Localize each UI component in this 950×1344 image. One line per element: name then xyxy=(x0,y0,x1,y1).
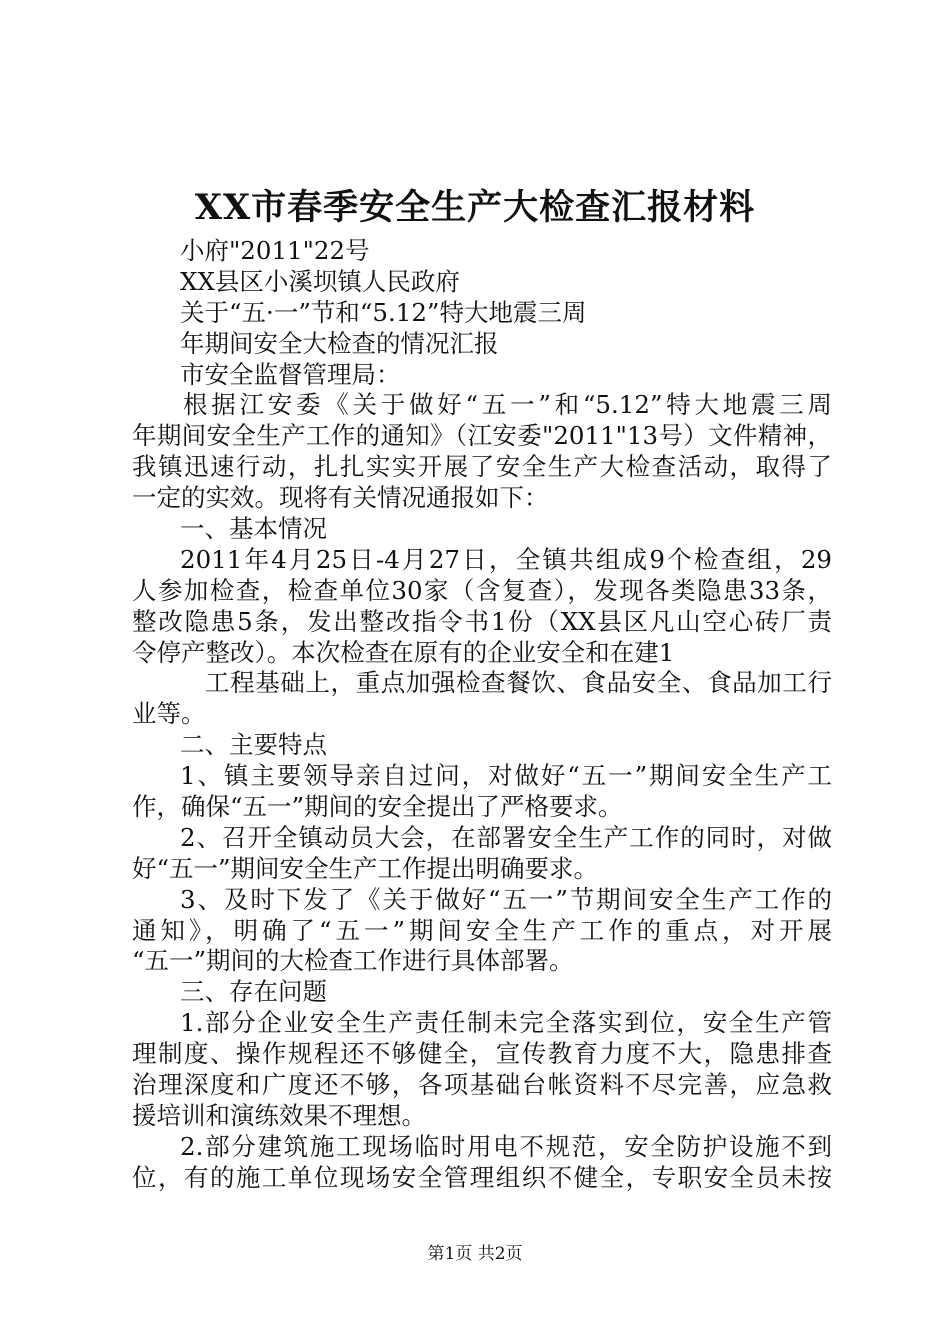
doc-line: 位，有的施工单位现场安全管理组织不健全，专职安全员未按 xyxy=(132,1162,832,1192)
doc-line: 三、存在问题 xyxy=(180,977,327,1007)
doc-line: 好“五一”期间安全生产工作提出明确要求。 xyxy=(132,853,599,883)
doc-line: 3、及时下发了《关于做好“五一”节期间安全生产工作的 xyxy=(180,884,832,914)
doc-line: 二、主要特点 xyxy=(180,730,327,760)
doc-line: 1、镇主要领导亲自过问，对做好“五一”期间安全生产工 xyxy=(180,761,832,791)
document-body xyxy=(132,236,832,1194)
doc-line: 通知》，明确了“五一”期间安全生产工作的重点，对开展 xyxy=(132,915,832,945)
doc-line: 年期间安全生产工作的通知》（江安委"2011"13号）文件精神， xyxy=(132,421,832,451)
doc-line: 整改隐患5条，发出整改指令书1份（XX县区凡山空心砖厂责 xyxy=(132,606,832,636)
doc-line: “五一”期间的大检查工作进行具体部署。 xyxy=(132,946,574,976)
doc-line: 治理深度和广度还不够，各项基础台帐资料不尽完善，应急救 xyxy=(132,1070,832,1100)
doc-line: 一、基本情况 xyxy=(180,514,327,544)
doc-line: 市安全监督管理局： xyxy=(180,359,401,389)
document-title: XX市春季安全生产大检查汇报材料 xyxy=(194,187,756,228)
doc-line: 理制度、操作规程还不够健全，宣传教育力度不大，隐患排查 xyxy=(132,1039,832,1069)
doc-line: 关于“五·一”节和“5.12”特大地震三周 xyxy=(180,297,587,327)
doc-line: 年期间安全大检查的情况汇报 xyxy=(180,328,499,358)
doc-line: 2011年4月25日-4月27日，全镇共组成9个检查组，29 xyxy=(180,544,832,574)
doc-line: 业等。 xyxy=(132,699,206,729)
doc-line: 1.部分企业安全生产责任制未完全落实到位，安全生产管 xyxy=(180,1008,832,1038)
doc-line: 2.部分建筑施工现场临时用电不规范，安全防护设施不到 xyxy=(180,1131,832,1161)
doc-line: 令停产整改）。本次检查在原有的企业安全和在建1 xyxy=(132,637,675,667)
doc-line: 工程基础上，重点加强检查餐饮、食品安全、食品加工行 xyxy=(205,668,832,698)
doc-line: 援培训和演练效果不理想。 xyxy=(132,1100,426,1130)
doc-line: 作，确保“五一”期间的安全提出了严格要求。 xyxy=(132,792,623,822)
doc-line: 小府"2011"22号 xyxy=(180,236,370,265)
page-number-footer: 第1页 共2页 xyxy=(427,1244,523,1264)
doc-line: 我镇迅速行动，扎扎实实开展了安全生产大检查活动，取得了 xyxy=(132,452,832,482)
doc-line: 根据江安委《关于做好“五一”和“5.12”特大地震三周 xyxy=(183,390,832,420)
doc-line: 一定的实效。现将有关情况通报如下： xyxy=(132,483,549,513)
doc-line: XX县区小溪坝镇人民政府 xyxy=(180,266,460,296)
doc-line: 2、召开全镇动员大会，在部署安全生产工作的同时，对做 xyxy=(180,822,832,852)
doc-line: 人参加检查，检查单位30家（含复查），发现各类隐患33条， xyxy=(132,575,832,605)
